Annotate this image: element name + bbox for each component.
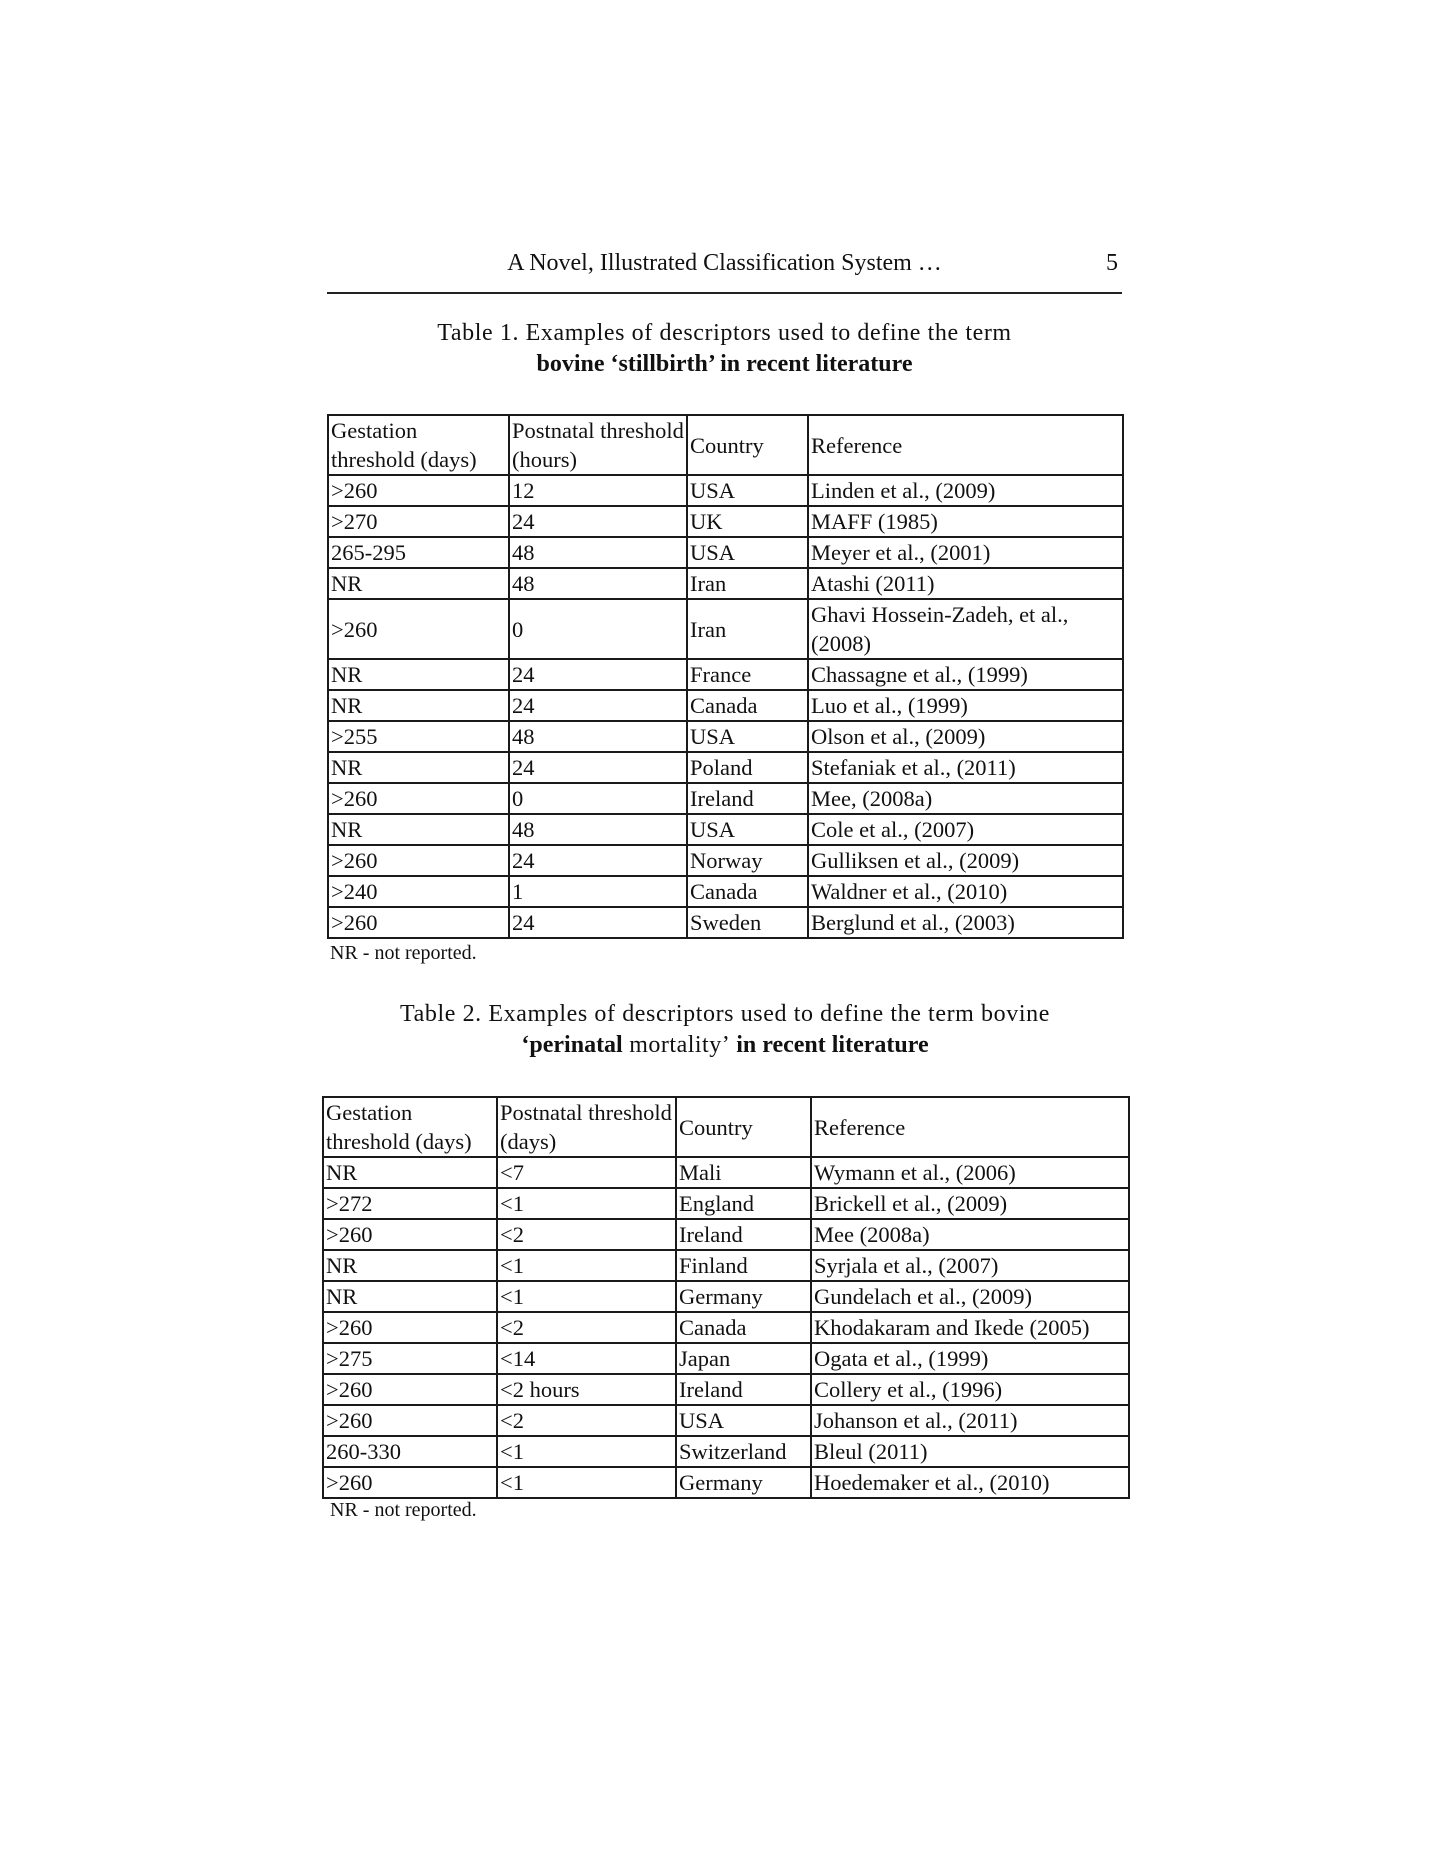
gestation-cell: >260 — [323, 1312, 497, 1343]
column-header-reference: Reference — [808, 415, 1123, 475]
table2-caption-line2 — [322, 1030, 1128, 1061]
table-row — [328, 690, 1123, 721]
gestation-cell: >260 — [323, 1219, 497, 1250]
country-cell: Finland — [676, 1250, 811, 1281]
table2-footnote: NR - not reported. — [330, 1499, 477, 1521]
postnatal-cell: 48 — [509, 814, 687, 845]
postnatal-cell: 24 — [509, 907, 687, 938]
postnatal-cell: 12 — [509, 475, 687, 506]
table-header-row — [323, 1097, 1129, 1157]
gestation-cell: >255 — [328, 721, 509, 752]
table2-caption-line1: Table 2. Examples of descriptors used to define the term bovine — [400, 1001, 1050, 1027]
country-cell: Sweden — [687, 907, 808, 938]
gestation-cell: NR — [323, 1157, 497, 1188]
country-cell: Germany — [676, 1467, 811, 1498]
caption-bold-tail: in recent literature — [730, 1032, 929, 1058]
gestation-cell: NR — [328, 568, 509, 599]
reference-cell: Ghavi Hossein-Zadeh, et al., (2008) — [808, 599, 1123, 659]
table-row — [328, 659, 1123, 690]
reference-cell: Olson et al., (2009) — [808, 721, 1123, 752]
postnatal-cell: 24 — [509, 752, 687, 783]
postnatal-cell: 0 — [509, 783, 687, 814]
gestation-cell: NR — [328, 659, 509, 690]
table1-caption — [327, 318, 1122, 380]
country-cell: Norway — [687, 845, 808, 876]
country-cell: USA — [687, 814, 808, 845]
running-header — [327, 248, 1122, 294]
country-cell: Iran — [687, 599, 808, 659]
country-cell: USA — [687, 537, 808, 568]
postnatal-cell: <1 — [497, 1281, 676, 1312]
reference-cell: Syrjala et al., (2007) — [811, 1250, 1129, 1281]
table-row — [328, 568, 1123, 599]
column-header-country: Country — [687, 415, 808, 475]
table-row — [328, 752, 1123, 783]
postnatal-cell: <2 — [497, 1312, 676, 1343]
table1-caption-line1: Table 1. Examples of descriptors used to define the term — [437, 320, 1012, 346]
country-cell: England — [676, 1188, 811, 1219]
table-row — [328, 537, 1123, 568]
gestation-cell: >260 — [328, 845, 509, 876]
country-cell: Ireland — [676, 1219, 811, 1250]
gestation-cell: NR — [323, 1250, 497, 1281]
country-cell: Iran — [687, 568, 808, 599]
country-cell: Mali — [676, 1157, 811, 1188]
postnatal-cell: 24 — [509, 845, 687, 876]
country-cell: Poland — [687, 752, 808, 783]
table2-caption — [322, 999, 1128, 1061]
table1-caption-line2: bovine ‘stillbirth’ in recent literature — [536, 351, 913, 377]
reference-cell: Meyer et al., (2001) — [808, 537, 1123, 568]
table-row — [328, 845, 1123, 876]
table1-footnote: NR - not reported. — [330, 942, 477, 964]
reference-cell: Cole et al., (2007) — [808, 814, 1123, 845]
country-cell: USA — [687, 475, 808, 506]
postnatal-cell: 24 — [509, 690, 687, 721]
gestation-cell: >260 — [323, 1405, 497, 1436]
reference-cell: Berglund et al., (2003) — [808, 907, 1123, 938]
table-row — [328, 907, 1123, 938]
reference-cell: MAFF (1985) — [808, 506, 1123, 537]
postnatal-cell: 48 — [509, 568, 687, 599]
postnatal-cell: <2 hours — [497, 1374, 676, 1405]
gestation-cell: >260 — [328, 475, 509, 506]
table-row — [323, 1157, 1129, 1188]
caption-bold-term: ‘perinatal — [521, 1032, 623, 1058]
caption-normal-term: mortality’ — [622, 1032, 731, 1058]
table-row — [323, 1467, 1129, 1498]
table-row — [323, 1343, 1129, 1374]
postnatal-cell: <1 — [497, 1250, 676, 1281]
country-cell: Japan — [676, 1343, 811, 1374]
reference-cell: Mee (2008a) — [811, 1219, 1129, 1250]
country-cell: USA — [676, 1405, 811, 1436]
table-row — [323, 1281, 1129, 1312]
table-row — [323, 1219, 1129, 1250]
postnatal-cell: <2 — [497, 1219, 676, 1250]
gestation-cell: >270 — [328, 506, 509, 537]
gestation-cell: >272 — [323, 1188, 497, 1219]
running-title: A Novel, Illustrated Classification System … — [507, 250, 942, 276]
country-cell: Germany — [676, 1281, 811, 1312]
table-row — [323, 1405, 1129, 1436]
table-row — [328, 599, 1123, 659]
table-row — [328, 475, 1123, 506]
column-header-reference: Reference — [811, 1097, 1129, 1157]
reference-cell: Atashi (2011) — [808, 568, 1123, 599]
country-cell: USA — [687, 721, 808, 752]
reference-cell: Stefaniak et al., (2011) — [808, 752, 1123, 783]
table-row — [328, 876, 1123, 907]
reference-cell: Waldner et al., (2010) — [808, 876, 1123, 907]
table-row — [328, 506, 1123, 537]
postnatal-cell: <14 — [497, 1343, 676, 1374]
reference-cell: Wymann et al., (2006) — [811, 1157, 1129, 1188]
table-row — [323, 1188, 1129, 1219]
gestation-cell: >260 — [323, 1467, 497, 1498]
reference-cell: Bleul (2011) — [811, 1436, 1129, 1467]
reference-cell: Linden et al., (2009) — [808, 475, 1123, 506]
gestation-cell: NR — [328, 814, 509, 845]
gestation-cell: 265-295 — [328, 537, 509, 568]
gestation-cell: NR — [328, 752, 509, 783]
table-row — [328, 721, 1123, 752]
reference-cell: Johanson et al., (2011) — [811, 1405, 1129, 1436]
country-cell: Ireland — [676, 1374, 811, 1405]
reference-cell: Hoedemaker et al., (2010) — [811, 1467, 1129, 1498]
country-cell: Canada — [676, 1312, 811, 1343]
postnatal-cell: <1 — [497, 1188, 676, 1219]
table-row — [323, 1436, 1129, 1467]
table-row — [323, 1250, 1129, 1281]
country-cell: Canada — [687, 690, 808, 721]
table-row — [328, 783, 1123, 814]
gestation-cell: >260 — [323, 1374, 497, 1405]
gestation-cell: 260-330 — [323, 1436, 497, 1467]
postnatal-cell: <1 — [497, 1436, 676, 1467]
page-number: 5 — [1106, 250, 1118, 276]
postnatal-cell: 24 — [509, 506, 687, 537]
gestation-cell: >260 — [328, 783, 509, 814]
postnatal-cell: 48 — [509, 537, 687, 568]
country-cell: France — [687, 659, 808, 690]
reference-cell: Gundelach et al., (2009) — [811, 1281, 1129, 1312]
reference-cell: Mee, (2008a) — [808, 783, 1123, 814]
reference-cell: Khodakaram and Ikede (2005) — [811, 1312, 1129, 1343]
table-row — [328, 814, 1123, 845]
table1 — [327, 414, 1124, 939]
postnatal-cell: <7 — [497, 1157, 676, 1188]
gestation-cell: >240 — [328, 876, 509, 907]
postnatal-cell: 48 — [509, 721, 687, 752]
country-cell: Switzerland — [676, 1436, 811, 1467]
gestation-cell: >260 — [328, 907, 509, 938]
postnatal-cell: 24 — [509, 659, 687, 690]
table-row — [323, 1374, 1129, 1405]
country-cell: Canada — [687, 876, 808, 907]
column-header-gestation: Gestation threshold (days) — [323, 1097, 497, 1157]
gestation-cell: >275 — [323, 1343, 497, 1374]
table-header-row — [328, 415, 1123, 475]
reference-cell: Ogata et al., (1999) — [811, 1343, 1129, 1374]
gestation-cell: >260 — [328, 599, 509, 659]
postnatal-cell: <1 — [497, 1467, 676, 1498]
gestation-cell: NR — [323, 1281, 497, 1312]
table-row — [323, 1312, 1129, 1343]
gestation-cell: NR — [328, 690, 509, 721]
country-cell: Ireland — [687, 783, 808, 814]
postnatal-cell: <2 — [497, 1405, 676, 1436]
reference-cell: Luo et al., (1999) — [808, 690, 1123, 721]
table2 — [322, 1096, 1130, 1499]
reference-cell: Collery et al., (1996) — [811, 1374, 1129, 1405]
reference-cell: Chassagne et al., (1999) — [808, 659, 1123, 690]
column-header-postnatal: Postnatal threshold (days) — [497, 1097, 676, 1157]
postnatal-cell: 0 — [509, 599, 687, 659]
reference-cell: Gulliksen et al., (2009) — [808, 845, 1123, 876]
column-header-gestation: Gestation threshold (days) — [328, 415, 509, 475]
postnatal-cell: 1 — [509, 876, 687, 907]
column-header-postnatal: Postnatal threshold (hours) — [509, 415, 687, 475]
reference-cell: Brickell et al., (2009) — [811, 1188, 1129, 1219]
country-cell: UK — [687, 506, 808, 537]
column-header-country: Country — [676, 1097, 811, 1157]
